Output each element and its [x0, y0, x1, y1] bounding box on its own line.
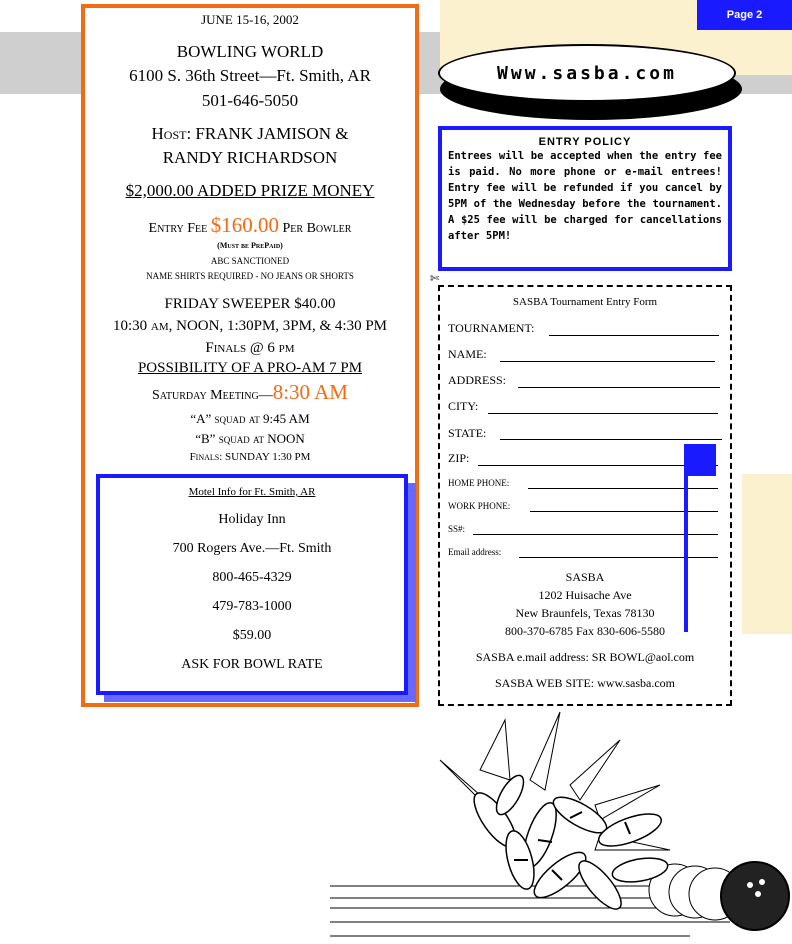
cream-side-block	[742, 474, 792, 634]
zip-field[interactable]	[478, 465, 718, 466]
tournament-field[interactable]	[549, 335, 719, 336]
scissors-icon: ✄	[430, 272, 440, 285]
bowling-ball	[721, 862, 789, 930]
entry-policy-text: Entrees will be accepted when the entry fee is paid. No more phone or e-mail entrees! Entry fee will be refunded if you cancel by 5PM of the Wednesday before the tournament. A $25 fee will be charged for cancellations after 5PM!	[448, 150, 722, 242]
org-name: SASBA	[565, 570, 605, 584]
zip-field-label: ZIP:	[448, 451, 470, 465]
motel-address: 700 Rogers Ave.—Ft. Smith	[172, 541, 332, 556]
venue-phone: 501-646-5050	[201, 91, 299, 110]
squad-b-time: “B” squad at NOON	[195, 431, 305, 446]
host-line-1: Host: FRANK JAMISON &	[151, 124, 349, 143]
venue-address: 6100 S. 36th Street—Ft. Smith, AR	[129, 66, 371, 85]
squad-a-time: “A” squad at 9:45 AM	[190, 411, 310, 426]
motel-rate: $59.00	[232, 628, 272, 643]
motel-rate-note: ASK FOR BOWL RATE	[181, 657, 323, 672]
entry-fee-amount: $160.00	[210, 213, 280, 237]
org-street: 1202 Huisache Ave	[538, 588, 632, 602]
entry-fee-suffix: Per Bowler	[282, 221, 352, 236]
abc-sanctioned: ABC SANCTIONED	[210, 256, 290, 266]
org-email: SASBA e.mail address: SR BOWL@aol.com	[475, 650, 695, 664]
entry-fee-label: Entry Fee	[148, 221, 208, 236]
state-field-label: STATE:	[448, 426, 487, 440]
city-field-label: CITY:	[448, 399, 479, 413]
saturday-meeting-time: 8:30 AM	[272, 380, 348, 404]
finals-sunday: Finals: SUNDAY 1:30 PM	[189, 451, 311, 463]
sweeper-finals: Finals @ 6 pm	[205, 340, 295, 356]
bowling-pins-illustration	[330, 710, 792, 944]
website-banner: Www.sasba.com	[438, 44, 736, 102]
motel-phone-2: 479-783-1000	[212, 599, 292, 614]
entry-form-title: SASBA Tournament Entry Form	[512, 296, 658, 308]
pro-am-note: POSSIBILITY OF A PRO-AM 7 PM	[137, 360, 363, 376]
address-field-label: ADDRESS:	[448, 373, 507, 387]
must-be-prepaid: (Must be PrePaid)	[217, 241, 283, 250]
motel-header: Motel Info for Ft. Smith, AR	[188, 486, 316, 498]
name-field-label: NAME:	[448, 347, 487, 361]
friday-sweeper: FRIDAY SWEEPER $40.00	[164, 296, 336, 312]
tournament-dates: JUNE 15-16, 2002	[201, 12, 299, 27]
work-phone-field-label: WORK PHONE:	[448, 501, 511, 511]
name-field[interactable]	[500, 361, 715, 362]
email-field-label: Email address:	[448, 547, 502, 557]
work-phone-field[interactable]	[530, 511, 718, 512]
saturday-meeting	[81, 380, 419, 405]
host-line-2: RANDY RICHARDSON	[162, 148, 338, 167]
org-phone: 800-370-6785 Fax 830-606-5580	[505, 624, 665, 638]
email-field[interactable]	[519, 557, 718, 558]
ss-field[interactable]	[473, 534, 718, 535]
motel-name: Holiday Inn	[218, 512, 286, 527]
blue-accent-block	[684, 444, 716, 476]
dress-code: NAME SHIRTS REQUIRED - NO JEANS OR SHORTS	[146, 271, 354, 281]
tournament-field-label: TOURNAMENT:	[448, 321, 535, 335]
address-field[interactable]	[518, 387, 720, 388]
home-phone-field-label: HOME PHONE:	[448, 478, 510, 488]
org-city: New Braunfels, Texas 78130	[515, 606, 655, 620]
ss-field-label: SS#:	[448, 524, 466, 534]
city-field[interactable]	[488, 413, 718, 414]
venue-name: BOWLING WORLD	[176, 42, 324, 61]
added-prize-money: $2,000.00 ADDED PRIZE MONEY	[125, 181, 375, 200]
page-number-tab: Page 2	[697, 0, 792, 30]
blue-accent-bar	[684, 444, 688, 632]
entry-fee-line	[81, 213, 419, 238]
entry-policy-box	[438, 126, 732, 271]
motel-phone-1: 800-465-4329	[212, 570, 292, 585]
entry-policy-title: ENTRY POLICY	[538, 136, 632, 148]
sweeper-times: 10:30 am, NOON, 1:30PM, 3PM, & 4:30 PM	[112, 318, 387, 334]
home-phone-field[interactable]	[528, 488, 718, 489]
org-website: SASBA WEB SITE: www.sasba.com	[495, 676, 675, 690]
state-field[interactable]	[500, 439, 722, 440]
saturday-meeting-label: Saturday Meeting—	[152, 388, 273, 403]
